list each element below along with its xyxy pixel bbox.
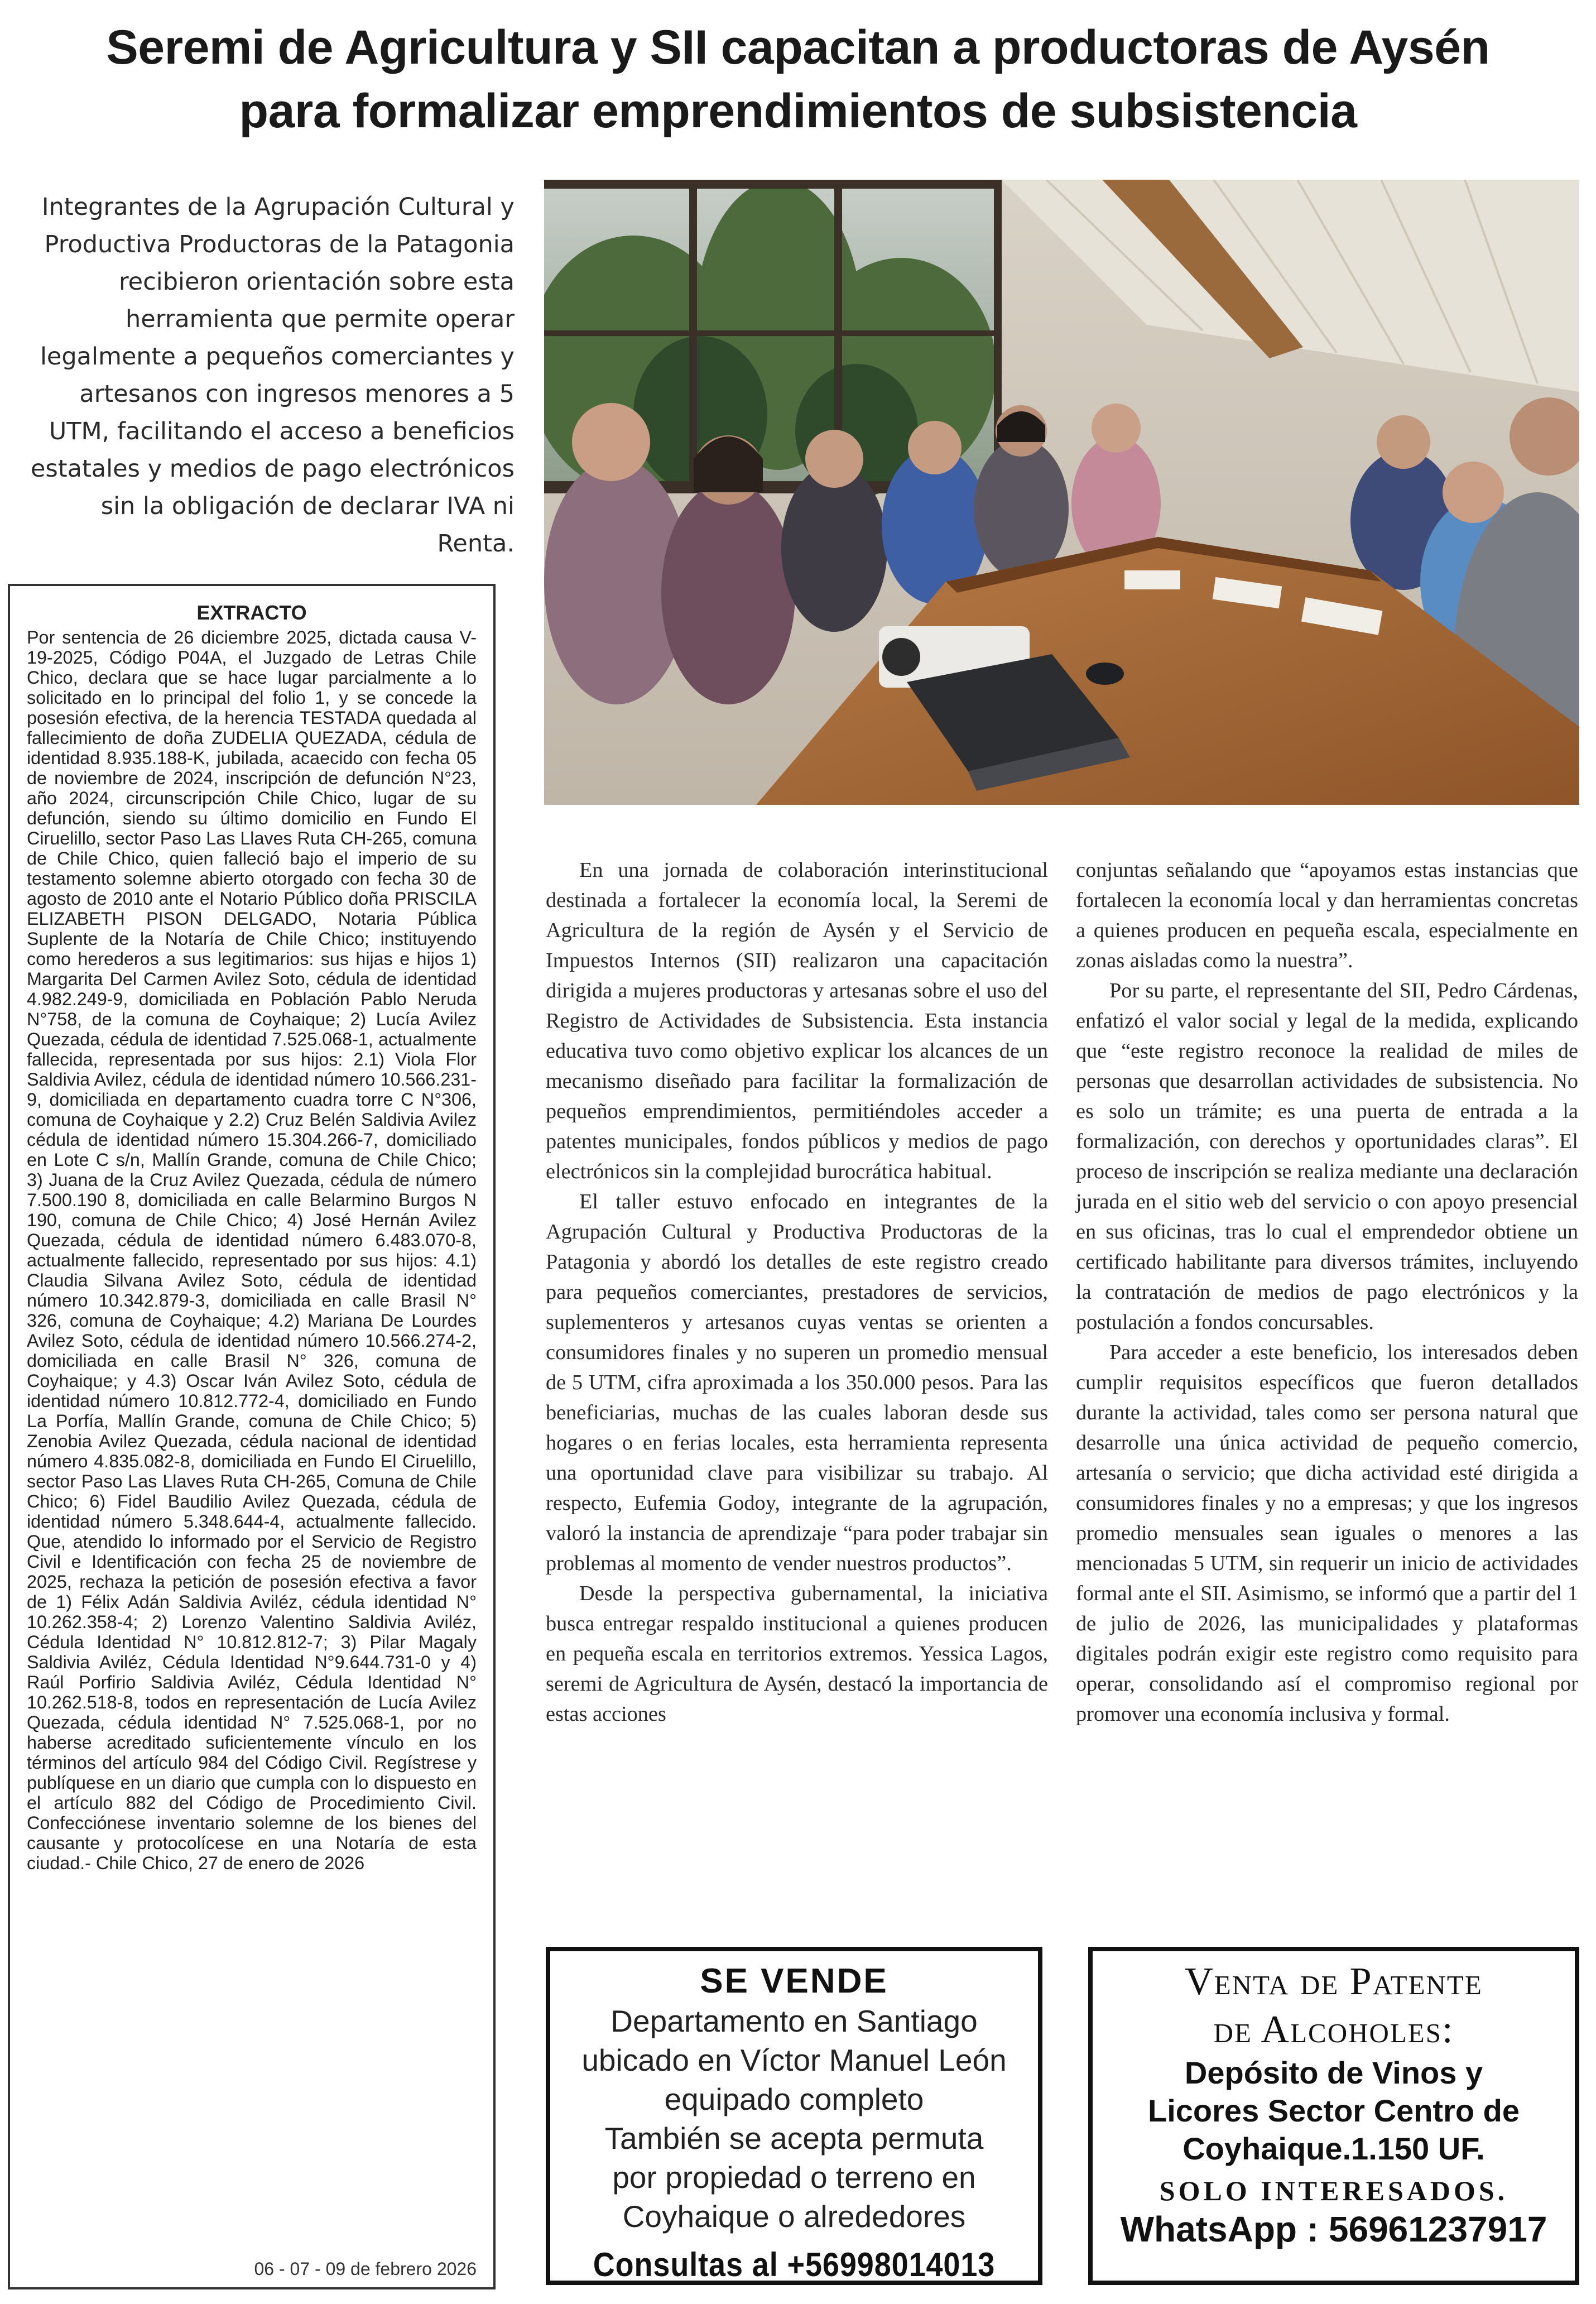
- legal-notice-date: 06 - 07 - 09 de febrero 2026: [254, 2259, 477, 2279]
- ad-patente-title-line-2: de Alcoholes:: [1213, 2008, 1454, 2051]
- ad-sale-title: SE VENDE: [700, 1962, 888, 2000]
- article-paragraph: Para acceder a este beneficio, los interesados deben cumplir requisitos específicos que fueron detallados durante la actividad, tales como ser persona natural que desarrolle una única actividad de pequeño comercio, artesanía o servicio; que dicha actividad esté dirigida a consumidores finales y no a empresas; y que los ingresos promedio mensuales sean iguales o menores a las mencionadas 5 UTM, sin requerir un inicio de actividades formal ante el SII. Asimismo, se informó que a partir del 1 de julio de 2026, las municipalidades y plataformas digitales podrán exigir este registro como requisito para operar, consolidando así el compromiso regional por promover una economía inclusiva y formal.: [1076, 1341, 1578, 1726]
- classified-ad-apartment-sale: [546, 1947, 1042, 2285]
- article-paragraph: En una jornada de colaboración interinstitucional destinada a fortalecer la economía local, la Seremi de Agricultura de la región de Aysén y el Servicio de Impuestos Internos (SII) realizaron una capacitación dirigida a mujeres productoras y artesanas sobre el uso del Registro de Actividades de Subsistencia. Esta instancia educativa tuvo como objetivo explicar los alcances de un mecanismo diseñado para facilitar la formalización de pequeños emprendimientos, permitiéndoles acceder a patentes municipales, fondos públicos y medios de pago electrónicos sin la complejidad burocrática habitual.: [546, 858, 1048, 1183]
- ad-patente-only-interested: SOLO INTERESADOS.: [1159, 2175, 1508, 2206]
- article-column-2: [1076, 855, 1578, 1729]
- workshop-photo: [544, 180, 1579, 805]
- ad-sale-line: Departamento en Santiago: [610, 2004, 978, 2038]
- ad-patente-line: Depósito de Vinos y: [1184, 2055, 1483, 2090]
- headline-line-2: para formalizar emprendimientos de subsistencia: [239, 84, 1357, 138]
- headline-line-1: Seremi de Agricultura y SII capacitan a productoras de Aysén: [106, 21, 1490, 74]
- ad-patente-title: [1093, 1958, 1575, 2054]
- legal-notice-title: EXTRACTO: [196, 601, 307, 624]
- article-paragraph: Por su parte, el representante del SII, Pedro Cárdenas, enfatizó el valor social y legal de la medida, explicando que “este registro reconoce la realidad de miles de personas que desarrollan actividades de subsistencia. No es solo un trámite; es una puerta de entrada a la formalización, con derechos y oportunidades claras”. El proceso de inscripción se realiza mediante una declaración jurada en el sitio web del servicio o con apoyo presencial en sus oficinas, tras lo cual el emprendedor obtiene un certificado habilitante para diversos trámites, incluyendo la contratación de medios de pago electrónicos y la postulación a fondos concursables.: [1076, 979, 1578, 1334]
- legal-notice-body: Por sentencia de 26 diciembre 2025, dictada causa V-19-2025, Código P04A, el Juzgado de Letras Chile Chico, declara que se hace lugar parcialmente a lo solicitado en lo principal del folio 1, y se concede la posesión efectiva, de la herencia TESTADA quedada al fallecimiento de doña ZUDELIA QUEZADA, cédula de identidad 8.935.188-K, jubilada, acaecido con fecha 05 de noviembre de 2024, inscripción de defunción N°23, año 2024, circunscripción Chile Chico, lugar de su defunción, siendo su último domicilio en Fundo El Ciruelillo, sector Paso Las Llaves Ruta CH-265, comuna de Chile Chico, quien falleció bajo el imperio de su testamento solemne abierto otorgado con fecha 30 de agosto de 2010 ante el Notario Público doña PRISCILA ELIZABETH PISON DELGADO, Notaria Pública Suplente de la Notaría de Chile Chico; instituyendo como herederos a sus legitimarios: sus hijas e hijos 1) Margarita Del Carmen Avilez Soto, cédula de identidad 4.982.249-9, domiciliada en Población Pablo Neruda N°758, de la comuna de Coyhaique; 2) Lucía Avilez Quezada, cédula de identidad 7.525.068-1, actualmente fallecida, representada por sus hijos: 2.1) Viola Flor Saldivia Avilez, cédula de identidad número 10.566.231-9, domiciliada en departamento cuadra torre C N°306, comuna de Coyhaique y 2.2) Cruz Belén Saldivia Avilez cédula de identidad número 15.304.266-7, domiciliado en Lote C s/n, Mallín Grande, comuna de Chile Chico; 3) Juana de la Cruz Avilez Quezada, cédula de número 7.500.190 8, domiciliada en calle Belarmino Burgos N 190, comuna de Chile Chico; 4) José Hernán Avilez Quezada, cédula de identidad número 6.483.070-8, actualmente fallecido, representado por sus hijos: 4.1) Claudia Silvana Avilez Soto, cédula de identidad número 10.342.879-3, domiciliada en calle Brasil N° 326, comuna de Coyhaique; 4.2) Mariana De Lourdes Avilez Soto, cédula de identidad número 10.566.274-2, domiciliada en calle Brasil N° 326, comuna de Coyhaique; y 4.3) Oscar Iván Avilez Soto, cédula de identidad número 10.812.772-4, domiciliado en Fundo La Porfía, Mallín Grande, comuna de Chile Chico; 5) Zenobia Avilez Quezada, cédula nacional de identidad número 4.835.082-8, domiciliada en Fundo El Ciruelillo, sector Paso Las Llaves Ruta CH-265, Comuna de Chile Chico; 6) Fidel Baudilio Avilez Quezada, cédula de identidad número 5.348.644-4, actualmente fallecido. Que, atendido lo informado por el Servicio de Registro Civil e Identificación con fecha 25 de noviembre de 2025, rechaza la petición de posesión efectiva a favor de 1) Félix Adán Saldivia Aviléz, cédula identidad N° 10.262.358-4; 2) Lorenzo Valentino Saldivia Aviléz, Cédula Identidad N° 10.812.812-7; 3) Pilar Magaly Saldivia Aviléz, Cédula Identidad N°9.644.731-0 y 4) Raúl Porfirio Saldivia Aviléz, Cédula Identidad N° 10.262.518-8, todos en representación de Lucía Avilez Quezada, cédula identidad N° 7.525.068-1, por no haberse acreditado suficientemente vínculo en los términos del artículo 984 del Código Civil. Regístrese y publíquese en un diario que cumpla con lo dispuesto en el artículo 882 del Código de Procedimiento Civil. Confecciónese inventario solemne de los bienes del causante y protocolícese en una Notaría de esta ciudad.- Chile Chico, 27 de enero de 2026: [27, 627, 477, 1873]
- ad-sale-line: ubicado en Víctor Manuel León: [581, 2043, 1007, 2077]
- article-paragraph: El taller estuvo enfocado en integrantes de la Agrupación Cultural y Productiva Productoras de la Patagonia y abordó los detalles de este registro creado para pequeños comerciantes, prestadores de servicios, suplementeros y artesanos cuyas ventas se orienten a consumidores finales y no superen un promedio mensual de 5 UTM, cifra aproximada a los 350.000 pesos. Para las beneficiarias, muchas de las cuales laboran desde sus hogares o en ferias locales, esta herramienta representa una oportunidad clave para visibilizar su trabajo. Al respecto, Eufemia Godoy, integrante de la agrupación, valoró la instancia de aprendizaje “para poder trabajar sin problemas al momento de vender nuestros productos”.: [546, 1190, 1048, 1575]
- workshop-photo-illustration: [544, 180, 1579, 805]
- ad-sale-line: Coyhaique o alrededores: [622, 2199, 966, 2234]
- ad-patente-whatsapp: WhatsApp : 56961237917: [1120, 2209, 1547, 2249]
- classified-ad-liquor-license: [1088, 1947, 1579, 2285]
- ad-sale-line: equipado completo: [664, 2082, 924, 2116]
- headline: [22, 16, 1574, 143]
- ad-patente-line: Coyhaique.1.150 UF.: [1182, 2131, 1485, 2166]
- legal-notice-box: [8, 584, 496, 2289]
- article-paragraph: Desde la perspectiva gubernamental, la iniciativa busca entregar respaldo institucional a quienes producen en pequeña escala en territorios extremos. Yessica Lagos, seremi de Agricultura de Aysén, destacó la importancia de estas acciones: [546, 1582, 1048, 1726]
- lead-paragraph: Integrantes de la Agrupación Cultural y Productiva Productoras de la Patagonia recibieron orientación sobre esta herramienta que permite operar legalmente a pequeños comerciantes y artesanos con ingresos menores a 5 UTM, facilitando el acceso a beneficios estatales y medios de pago electrónicos sin la obligación de declarar IVA ni Renta.: [30, 193, 515, 558]
- ad-sale-contact: Consultas al +56998014013: [593, 2246, 996, 2283]
- article-paragraph: conjuntas señalando que “apoyamos estas instancias que fortalecen la economía local y dan herramientas concretas a quienes producen en pequeña escala, especialmente en zonas aisladas como la nuestra”.: [1076, 858, 1578, 972]
- ad-sale-line: También se acepta permuta: [604, 2121, 984, 2156]
- ad-patente-title-line-1: Venta de Patente: [1185, 1960, 1483, 2003]
- article-column-1: [546, 855, 1048, 1729]
- ad-patente-line: Licores Sector Centro de: [1148, 2093, 1520, 2128]
- ad-sale-line: por propiedad o terreno en: [612, 2160, 976, 2195]
